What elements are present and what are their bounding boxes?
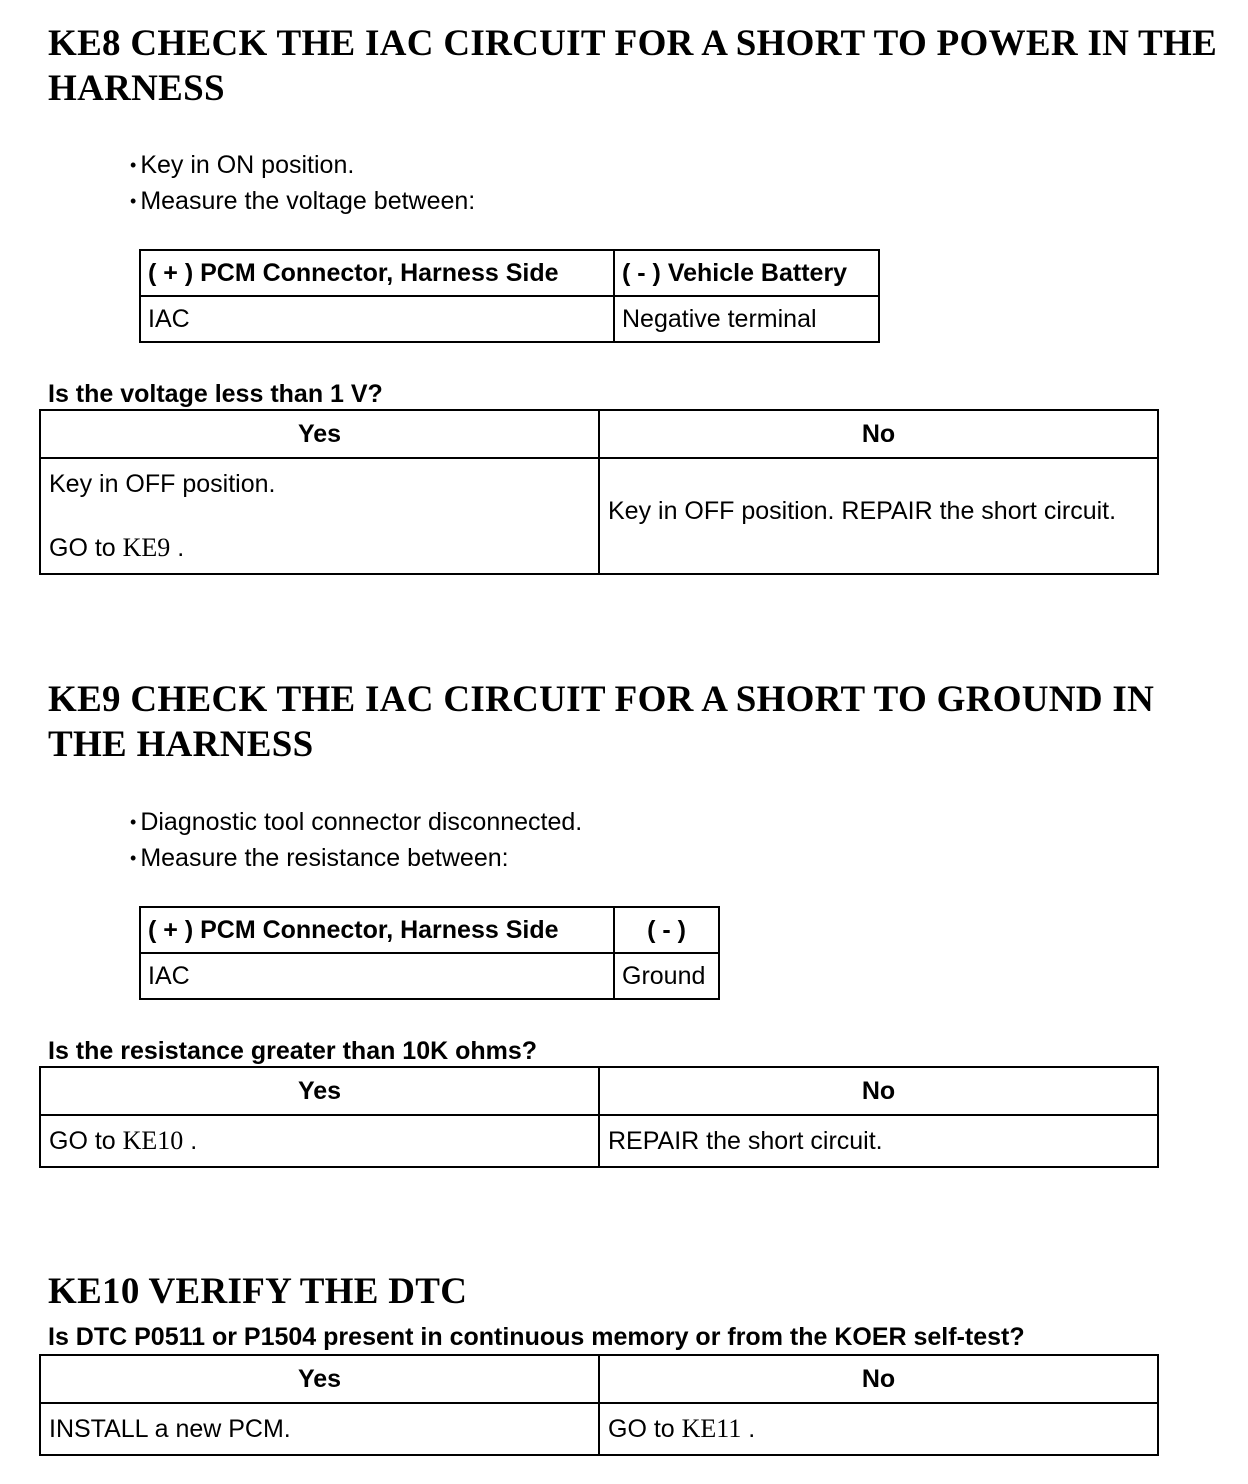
ke8-title: KE8 CHECK THE IAC CIRCUIT FOR A SHORT TO POWER IN THE HARNESS — [48, 23, 1218, 109]
table-cell: Negative terminal — [614, 296, 879, 342]
yes-cell — [40, 1115, 599, 1167]
ke10-answer-table — [39, 1354, 1159, 1456]
ke8-answer-table — [39, 409, 1159, 575]
no-suffix: . — [741, 1415, 756, 1443]
yes-suffix: . — [183, 1127, 198, 1155]
table-cell: IAC — [140, 296, 614, 342]
go-to-ke10-link[interactable]: KE10 — [122, 1126, 184, 1155]
table-row — [140, 250, 879, 296]
table-header: ( - ) Vehicle Battery — [614, 250, 879, 296]
no-cell: Key in OFF position. REPAIR the short circuit. — [599, 458, 1158, 574]
table-row — [40, 1403, 1158, 1455]
table-row — [40, 410, 1158, 458]
ke9-steps — [130, 805, 582, 877]
table-row — [140, 907, 719, 953]
table-row — [140, 953, 719, 999]
table-header: ( - ) — [614, 907, 719, 953]
table-header: ( + ) PCM Connector, Harness Side — [140, 250, 614, 296]
yes-header: Yes — [40, 1067, 599, 1115]
no-prefix: GO to — [608, 1415, 682, 1443]
list-item: • Key in ON position. — [130, 148, 475, 184]
no-cell: REPAIR the short circuit. — [599, 1115, 1158, 1167]
ke9-title: KE9 CHECK THE IAC CIRCUIT FOR A SHORT TO GROUND IN THE HARNESS — [48, 679, 1155, 765]
ke10-question: Is DTC P0511 or P1504 present in continuous memory or from the KOER self-test? — [48, 1323, 1025, 1351]
ke9-question: Is the resistance greater than 10K ohms? — [48, 1037, 538, 1065]
table-row — [40, 1067, 1158, 1115]
ke8-measure-table — [139, 249, 880, 343]
yes-prefix: GO to — [49, 1127, 123, 1155]
no-cell — [599, 1403, 1158, 1455]
list-item: • Measure the voltage between: — [130, 184, 475, 220]
table-row — [40, 1355, 1158, 1403]
ke9-answer-table — [39, 1066, 1159, 1168]
go-to-ke11-link[interactable]: KE11 — [681, 1414, 742, 1443]
no-header: No — [599, 410, 1158, 458]
list-item: • Measure the resistance between: — [130, 841, 582, 877]
no-header: No — [599, 1355, 1158, 1403]
yes-suffix: . — [170, 534, 185, 562]
table-row — [140, 296, 879, 342]
table-row — [40, 458, 1158, 574]
yes-header: Yes — [40, 1355, 599, 1403]
ke9-measure-table — [139, 906, 720, 1000]
table-cell: IAC — [140, 953, 614, 999]
ke8-question: Is the voltage less than 1 V? — [48, 380, 383, 408]
yes-cell — [40, 458, 599, 574]
table-header: ( + ) PCM Connector, Harness Side — [140, 907, 614, 953]
ke8-steps — [130, 148, 475, 220]
table-cell: Ground — [614, 953, 719, 999]
list-item: • Diagnostic tool connector disconnected. — [130, 805, 582, 841]
ke10-title: KE10 VERIFY THE DTC — [48, 1271, 468, 1312]
yes-cell: INSTALL a new PCM. — [40, 1403, 599, 1455]
yes-prefix: GO to — [49, 534, 123, 562]
yes-header: Yes — [40, 410, 599, 458]
table-row — [40, 1115, 1158, 1167]
yes-line: Key in OFF position. — [49, 470, 276, 498]
no-header: No — [599, 1067, 1158, 1115]
go-to-ke9-link[interactable]: KE9 — [122, 533, 171, 562]
